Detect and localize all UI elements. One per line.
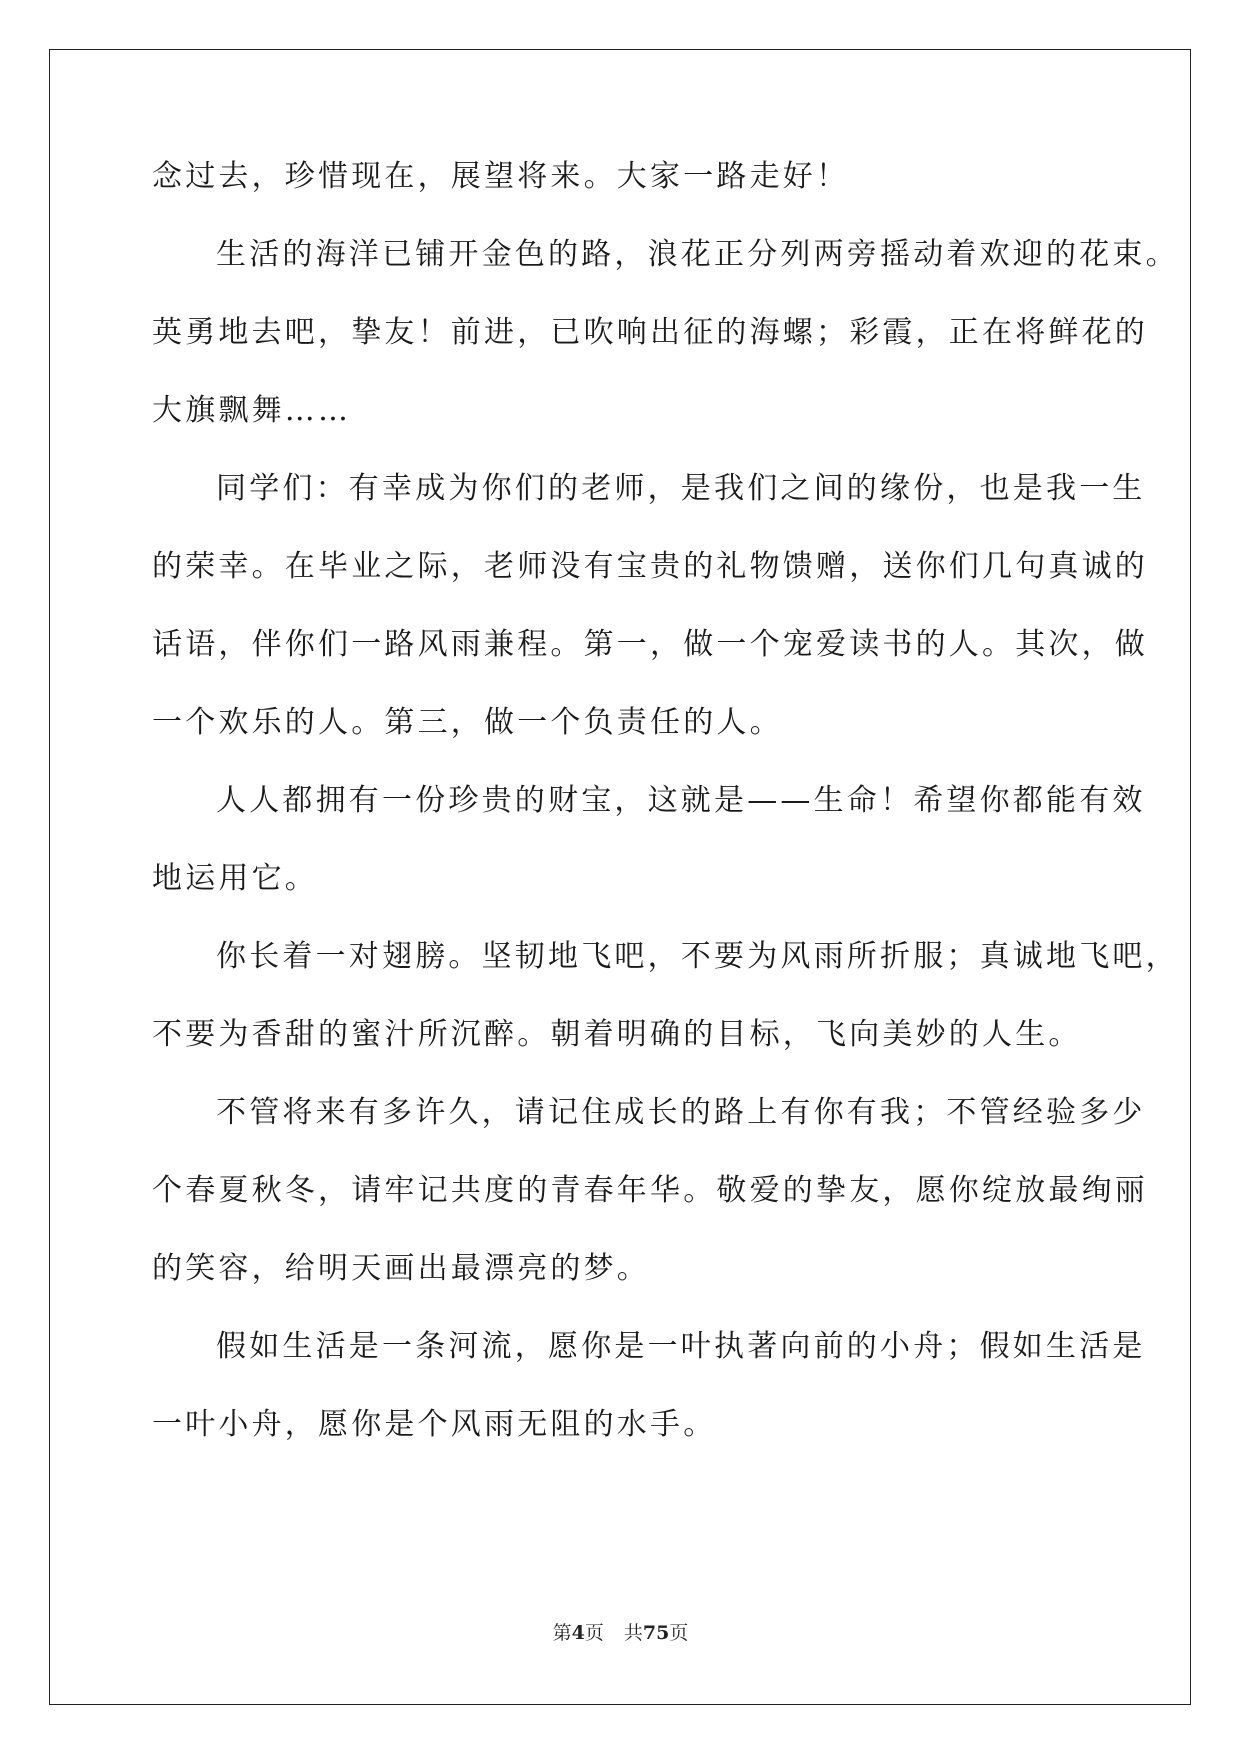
text-line: 一个欢乐的人。第三，做一个负责任的人。 (152, 705, 783, 740)
text-line: 假如生活是一条河流，愿你是一叶执著向前的小舟；假如生活是 (216, 1329, 1146, 1364)
text-line: 地运用它。 (152, 861, 318, 896)
page-footer (0, 1622, 1241, 1644)
text-line: 生活的海洋已铺开金色的路，浪花正分列两旁摇动着欢迎的花束。 (216, 237, 1179, 272)
text-line: 念过去，珍惜现在，展望将来。大家一路走好！ (152, 159, 850, 194)
text-line: 大旗飘舞…… (152, 393, 352, 428)
total-pages: 75 (642, 1622, 670, 1644)
text-line: 不管将来有多许久，请记住成长的路上有你有我；不管经验多少 (216, 1095, 1146, 1130)
text-line: 英勇地去吧，挚友！前进，已吹响出征的海螺；彩霞，正在将鲜花的 (152, 315, 1148, 350)
page-prefix: 第 (552, 1622, 572, 1644)
text-line: 一叶小舟，愿你是个风雨无阻的水手。 (152, 1407, 717, 1442)
document-body (152, 159, 1179, 1486)
total-prefix: 共 (623, 1622, 643, 1644)
page-number: 4 (571, 1622, 585, 1644)
text-line: 同学们：有幸成为你们的老师，是我们之间的缘份，也是我一生 (216, 471, 1146, 506)
text-line: 不要为香甜的蜜汁所沉醉。朝着明确的目标，飞向美妙的人生。 (152, 1017, 1082, 1052)
total-suffix: 页 (669, 1622, 689, 1644)
text-line: 人人都拥有一份珍贵的财宝，这就是——生命！希望你都能有效 (216, 783, 1146, 818)
text-line: 的笑容，给明天画出最漂亮的梦。 (152, 1251, 650, 1286)
text-line: 你长着一对翅膀。坚韧地飞吧，不要为风雨所折服；真诚地飞吧， (216, 939, 1179, 974)
text-line: 个春夏秋冬，请牢记共度的青春年华。敬爱的挚友，愿你绽放最绚丽 (152, 1173, 1148, 1208)
text-line: 话语，伴你们一路风雨兼程。第一，做一个宠爱读书的人。其次，做 (152, 627, 1148, 662)
text-line: 的荣幸。在毕业之际，老师没有宝贵的礼物馈赠，送你们几句真诚的 (152, 549, 1148, 584)
page-suffix: 页 (584, 1622, 604, 1644)
